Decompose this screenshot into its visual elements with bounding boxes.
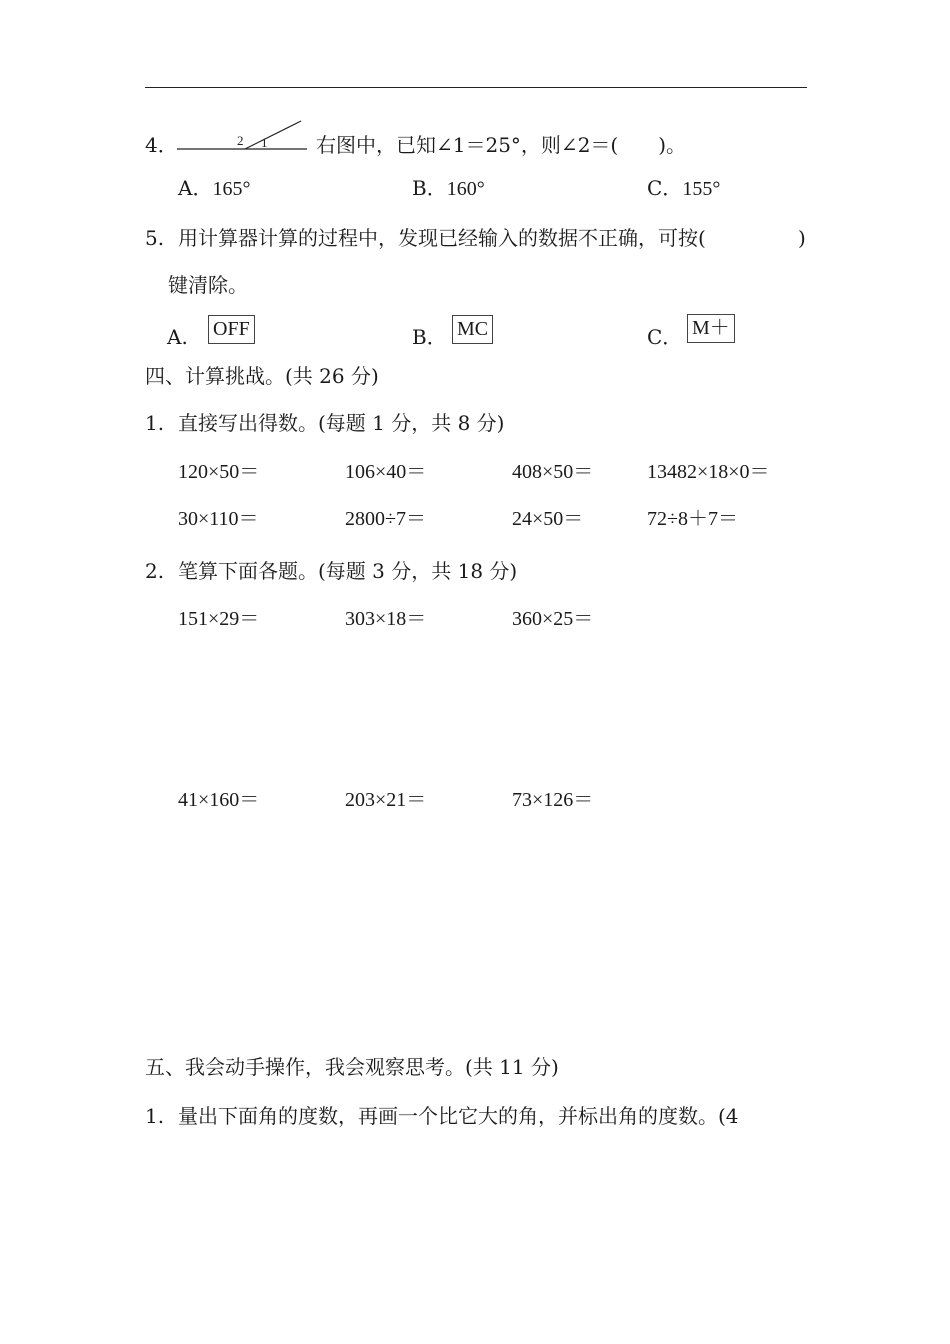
s5-q1-text: 量出下面角的度数，再画一个比它大的角，并标出角的度数。(4 [178, 1104, 739, 1128]
option-letter: A． [178, 176, 213, 200]
q5-number: 5. [145, 226, 165, 250]
oral-calc-item: 408×50＝ [512, 461, 594, 483]
oral-calc-item: 24×50＝ [512, 508, 584, 530]
angle-figure [175, 118, 310, 154]
header-rule [145, 87, 807, 88]
option-letter: C． [647, 176, 683, 200]
s4-q2-number: 2. [145, 559, 165, 583]
q5-text-line2: 键清除。 [168, 273, 248, 297]
section4-heading: 四、计算挑战。(共 26 分) [145, 364, 379, 388]
written-calc-item: 73×126＝ [512, 789, 594, 811]
oral-calc-item: 120×50＝ [178, 461, 260, 483]
q5-option-a-letter: A. [167, 325, 188, 349]
written-calc-item: 203×21＝ [345, 789, 427, 811]
written-calc-item: 360×25＝ [512, 608, 594, 630]
written-calc-item: 151×29＝ [178, 608, 260, 630]
q4-number: 4． [145, 133, 178, 157]
calculator-key-mc: MC [452, 315, 493, 344]
q5-option-b-letter: B． [412, 325, 447, 349]
section5-heading: 五、我会动手操作，我会观察思考。(共 11 分) [145, 1055, 559, 1079]
q5-text-line1: 用计算器计算的过程中，发现已经输入的数据不正确，可按( [178, 226, 706, 250]
angle-label-1: 1 [261, 135, 268, 150]
oral-calc-item: 2800÷7＝ [345, 508, 426, 530]
q4-option-a [178, 178, 250, 199]
option-value: 160° [446, 178, 485, 200]
q5-paren-close: ) [798, 226, 806, 250]
q4-text: 右图中，已知∠1＝25°，则∠2＝( )。 [316, 133, 687, 157]
option-letter: B． [412, 176, 447, 200]
s4-q2-title: 笔算下面各题。(每题 3 分，共 18 分) [178, 559, 518, 583]
calculator-key-off: OFF [208, 315, 255, 344]
q4-option-b [412, 178, 485, 199]
s4-q1-title: 直接写出得数。(每题 1 分，共 8 分) [178, 411, 505, 435]
s5-q1-number: 1. [145, 1104, 165, 1128]
angle-slanted-line [245, 121, 301, 149]
s4-q1-number: 1. [145, 411, 165, 435]
angle-label-2: 2 [237, 133, 244, 148]
q4-option-c [647, 178, 720, 199]
option-value: 165° [212, 178, 251, 200]
q5-option-c-letter: C． [647, 325, 683, 349]
written-calc-item: 41×160＝ [178, 789, 260, 811]
oral-calc-item: 13482×18×0＝ [647, 461, 770, 483]
oral-calc-item: 30×110＝ [178, 508, 259, 530]
oral-calc-item: 72÷8＋7＝ [647, 508, 738, 530]
calculator-key-m-plus: M＋ [687, 314, 735, 343]
oral-calc-item: 106×40＝ [345, 461, 427, 483]
option-value: 155° [682, 178, 721, 200]
written-calc-item: 303×18＝ [345, 608, 427, 630]
